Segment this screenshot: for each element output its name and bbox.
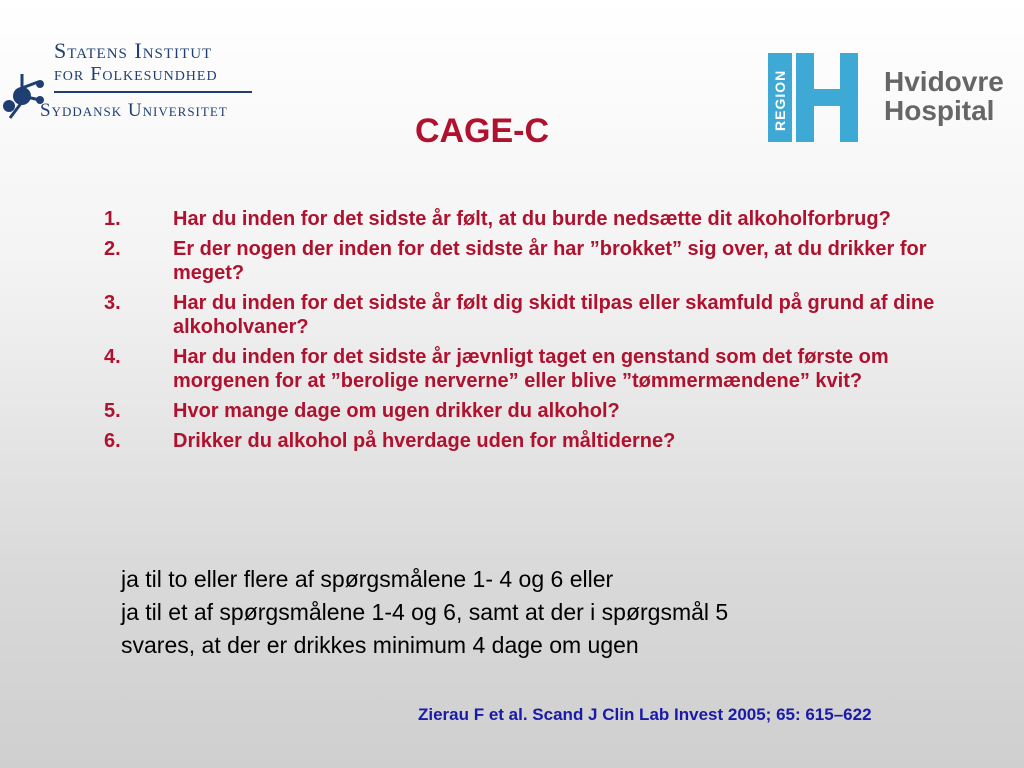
question-item [104,237,964,285]
scoring-criteria [121,563,981,662]
question-number: 2. [104,238,121,260]
question-text: Er der nogen der inden for det sidste år har ”brokket” sig over, at du drikker for meget? [173,238,927,284]
question-text: Har du inden for det sidste år følt, at du burde nedsætte dit alkoholforbrug? [173,208,891,230]
question-item [104,291,964,339]
hospital-name-line1: Hvidovre [884,66,1004,97]
citation: Zierau F et al. Scand J Clin Lab Invest 2005; 65: 615–622 [418,705,872,724]
institute-name-line1: Statens Institut [54,38,213,63]
criteria-line: ja til to eller flere af spørgsmålene 1- 4 og 6 eller [121,566,614,592]
slide-title: CAGE-C [414,112,550,150]
region-label: REGION [772,69,788,131]
question-list [104,207,964,459]
question-text: Hvor mange dage om ugen drikker du alkohol? [173,400,620,422]
question-text: Har du inden for det sidste år følt dig skidt tilpas eller skamfuld på grund af dine alkoholvaner? [173,292,935,338]
question-text: Drikker du alkohol på hverdage uden for måltiderne? [173,430,676,452]
hospital-name-line2: Hospital [884,95,995,126]
question-number: 3. [104,292,121,314]
question-item [104,399,964,423]
question-number: 6. [104,430,121,452]
criteria-line: ja til et af spørgsmålene 1-4 og 6, samt at der i spørgsmål 5 [121,599,729,625]
question-text: Har du inden for det sidste år jævnligt taget en genstand som det første om morgenen for at ”berolige nerverne” eller blive ”tømmermændene” kvit? [173,346,889,392]
question-item [104,207,964,231]
question-number: 1. [104,208,121,230]
criteria-line: svares, at der er drikkes minimum 4 dage om ugen [121,632,639,658]
question-number: 4. [104,346,121,368]
question-item [104,429,964,453]
institute-name-line2: for Folkesundhed [54,63,218,85]
logo-divider [54,91,252,93]
university-name: Syddansk Universitet [40,100,228,121]
question-number: 5. [104,400,121,422]
question-item [104,345,964,393]
